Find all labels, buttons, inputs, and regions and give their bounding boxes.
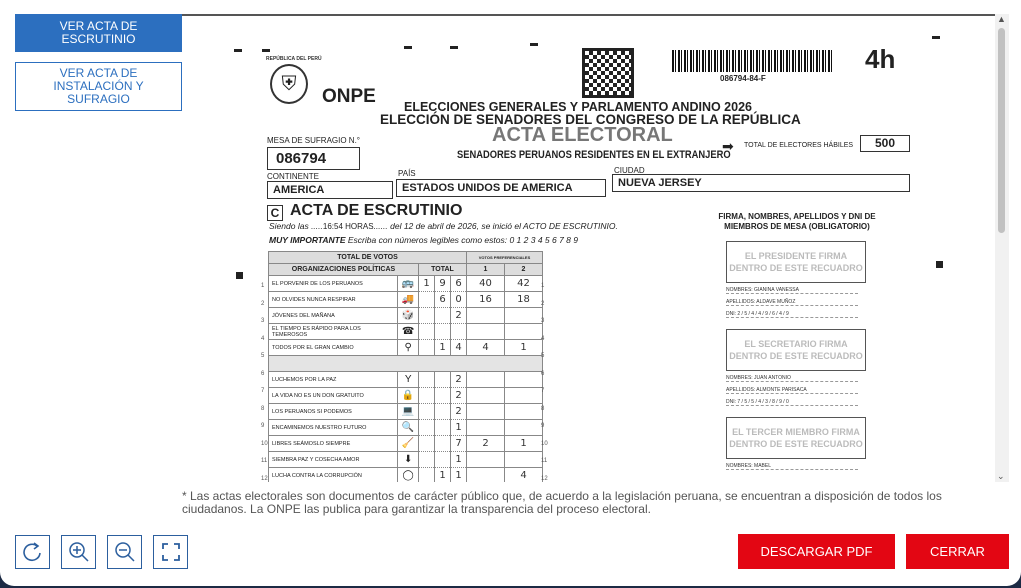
total-digit <box>419 452 435 468</box>
header-org: ORGANIZACIONES POLÍTICAS <box>269 264 419 276</box>
party-symbol-icon: ⬇ <box>398 452 419 468</box>
title-residents: SENADORES PERUANOS RESIDENTES EN EL EXTRANJERO <box>457 149 731 161</box>
total-digit <box>419 372 435 388</box>
document-viewer[interactable] <box>182 14 995 482</box>
table-row <box>269 372 543 388</box>
member-surnames: APELLIDOS: ALMONTE PARISACA <box>726 387 858 394</box>
pref-vote-1: 16 <box>467 292 505 308</box>
member-names: NOMBRES: GIANINA VANESSA <box>726 287 858 294</box>
scroll-down-icon[interactable]: ⌄ <box>997 471 1005 481</box>
row-number: 2 <box>261 300 265 307</box>
party-symbol-icon: 💻 <box>398 404 419 420</box>
rotate-icon <box>23 541 43 563</box>
party-name: LUCHA CONTRA LA CORRUPCIÓN <box>269 468 398 483</box>
pais-label: PAÍS <box>398 169 416 178</box>
row-number: 3 <box>541 318 545 324</box>
row-number: 1 <box>541 283 545 289</box>
zoom-in-icon <box>68 541 90 563</box>
total-digit: 9 <box>435 276 451 292</box>
total-digit <box>419 468 435 483</box>
party-symbol-icon: 🎲 <box>398 308 419 324</box>
row-number: 11 <box>541 458 548 464</box>
total-digit <box>435 452 451 468</box>
total-digit: 1 <box>419 276 435 292</box>
total-digit <box>419 340 435 356</box>
pref-vote-2 <box>505 308 543 324</box>
pref-vote-1 <box>467 308 505 324</box>
total-digit <box>419 436 435 452</box>
pref-vote-2 <box>505 324 543 340</box>
member-surnames: APELLIDOS: ALDAVE MUÑOZ <box>726 299 858 306</box>
row-number: 4 <box>541 335 545 342</box>
total-digit <box>419 404 435 420</box>
party-name: ENCAMINEMOS NUESTRO FUTURO <box>269 420 398 436</box>
total-digit <box>435 324 451 340</box>
total-digit: 6 <box>451 276 467 292</box>
member-dni: DNI: 7 / 5 / 5 / 4 / 3 / 8 / 9 / 0 <box>726 399 858 406</box>
important-text: Escriba con números legibles como estos: 0 1 2 3 4 5 6 7 8 9 <box>347 235 578 245</box>
party-name: NO OLVIDES NUNCA RESPIRAR <box>269 292 398 308</box>
view-installation-button[interactable]: VER ACTA DE INSTALACIÓN Y SUFRAGIO <box>15 62 182 111</box>
pref-vote-1 <box>467 324 505 340</box>
table-row <box>269 308 543 324</box>
party-symbol-icon: 🚚 <box>398 292 419 308</box>
start-date-text: del 12 de abril de 2026, se inició el ACTO DE ESCRUTINIO. <box>390 221 618 231</box>
pais-value: ESTADOS UNIDOS DE AMERICA <box>396 179 606 197</box>
pref-vote-1: 4 <box>467 340 505 356</box>
mesa-value: 086794 <box>267 147 360 170</box>
party-name: EL TIEMPO ES RÁPIDO PARA LOS TEMEROSOS <box>269 324 398 340</box>
row-number: 10 <box>261 440 268 447</box>
row-number: 7 <box>541 388 545 394</box>
table-row <box>269 468 543 483</box>
party-name: LA VIDA NO ES UN DON GRATUITO <box>269 388 398 404</box>
title-elections: ELECCIONES GENERALES Y PARLAMENTO ANDINO 2026 <box>404 100 752 114</box>
total-digit: 1 <box>435 468 451 483</box>
pref-vote-2 <box>505 452 543 468</box>
row-number: 3 <box>261 318 265 324</box>
fullscreen-icon <box>161 542 181 562</box>
row-number: 6 <box>261 370 265 377</box>
total-digit: 1 <box>435 340 451 356</box>
row-number: 2 <box>541 300 545 307</box>
total-digit: 6 <box>435 292 451 308</box>
total-digit <box>435 436 451 452</box>
total-digit <box>419 324 435 340</box>
party-symbol-icon: 🔒 <box>398 388 419 404</box>
party-name: LOS PERUANOS SI PODEMOS <box>269 404 398 420</box>
total-digit <box>419 292 435 308</box>
view-scrutiny-button[interactable]: VER ACTA DE ESCRUTINIO <box>15 14 182 52</box>
start-time: 16:54 HORAS <box>322 222 374 231</box>
party-symbol-icon: ☎ <box>398 324 419 340</box>
total-digit <box>435 388 451 404</box>
ciudad-label: CIUDAD <box>614 166 645 175</box>
total-digit: 2 <box>451 404 467 420</box>
row-number: 8 <box>261 405 265 412</box>
pref-vote-1: 40 <box>467 276 505 292</box>
start-time-line: Siendo las .....16:54 HORAS...... del 12 de abril de 2026, se inició el ACTO DE ESCRUTINIO. <box>269 221 618 231</box>
republic-label: REPÚBLICA DEL PERÚ <box>266 56 322 62</box>
zoom-in-button[interactable] <box>61 535 96 569</box>
row-number: 6 <box>541 370 545 377</box>
important-label: MUY IMPORTANTE <box>269 235 346 245</box>
row-number: 5 <box>541 353 545 359</box>
row-number: 8 <box>541 405 545 412</box>
total-digit: 2 <box>451 308 467 324</box>
arrow-right-icon: ➡ <box>722 138 734 154</box>
row-number: 9 <box>261 423 265 429</box>
party-name: TODOS POR EL GRAN CAMBIO <box>269 340 398 356</box>
header-total-votos: TOTAL DE VOTOS <box>269 252 467 264</box>
pref-vote-2 <box>505 404 543 420</box>
total-digit <box>451 324 467 340</box>
pref-vote-2: 4 <box>505 468 543 483</box>
row-number: 4 <box>261 335 265 342</box>
total-digit <box>419 420 435 436</box>
table-row <box>269 356 543 372</box>
total-digit <box>435 420 451 436</box>
row-number: 10 <box>541 440 548 447</box>
pref-vote-1 <box>467 404 505 420</box>
pref-vote-1 <box>467 452 505 468</box>
pref-vote-2: 42 <box>505 276 543 292</box>
total-digit: 0 <box>451 292 467 308</box>
pref-vote-2 <box>505 388 543 404</box>
party-symbol-icon: ⚲ <box>398 340 419 356</box>
header-p2: 2 <box>505 264 543 276</box>
total-digit: 2 <box>451 388 467 404</box>
party-symbol-icon: Y <box>398 372 419 388</box>
party-name: JÓVENES DEL MAÑANA <box>269 308 398 324</box>
row-number: 1 <box>261 283 265 289</box>
pref-vote-2: 18 <box>505 292 543 308</box>
registration-mark <box>936 261 943 268</box>
total-digit: 1 <box>451 420 467 436</box>
row-number: 7 <box>261 388 265 394</box>
form-code: 4h <box>865 44 896 74</box>
total-digit <box>419 308 435 324</box>
table-row <box>269 420 543 436</box>
pref-vote-2: 1 <box>505 340 543 356</box>
table-row <box>269 404 543 420</box>
member-names: NOMBRES: MABEL <box>726 463 858 470</box>
pref-vote-2 <box>505 372 543 388</box>
party-name: LIBRES SEÁMOSLO SIEMPRE <box>269 436 398 452</box>
siendo-text: Siendo las <box>269 221 309 231</box>
table-row <box>269 388 543 404</box>
continente-value: AMERICA <box>267 181 393 199</box>
pref-vote-1 <box>467 372 505 388</box>
peru-coat-of-arms-icon: ⛨ <box>270 64 308 104</box>
download-pdf-button[interactable]: DESCARGAR PDF <box>738 534 895 569</box>
important-line <box>269 235 578 245</box>
party-name: LUCHEMOS POR LA PAZ <box>269 372 398 388</box>
row-number: 11 <box>261 458 268 464</box>
signature-box: EL TERCER MIEMBRO FIRMA DENTRO DE ESTE RECUADRO <box>726 417 866 459</box>
section-letter: C <box>267 205 283 221</box>
total-digit: 1 <box>451 468 467 483</box>
total-digit: 4 <box>451 340 467 356</box>
signature-box: EL PRESIDENTE FIRMA DENTRO DE ESTE RECUADRO <box>726 241 866 283</box>
row-number: 5 <box>261 353 265 359</box>
scrollbar-thumb[interactable] <box>998 28 1005 233</box>
title-senators: ELECCIÓN DE SENADORES DEL CONGRESO DE LA REPÚBLICA <box>380 112 801 127</box>
title-acta: ACTA ELECTORAL <box>492 124 673 146</box>
registration-mark <box>236 272 243 279</box>
mesa-label: MESA DE SUFRAGIO N.° <box>267 136 360 145</box>
row-number: 12 <box>541 475 548 482</box>
pref-vote-1 <box>467 468 505 483</box>
scroll-up-icon[interactable]: ▲ <box>997 14 1006 24</box>
table-row <box>269 324 543 340</box>
rotate-button[interactable] <box>15 535 50 569</box>
total-digit: 1 <box>451 452 467 468</box>
header-total: TOTAL <box>419 264 467 276</box>
total-digit <box>435 372 451 388</box>
onpe-logo: ONPE <box>322 86 376 107</box>
party-symbol-icon: ◯ <box>398 468 419 483</box>
viewer-scrollbar[interactable] <box>995 14 1009 482</box>
header-pref: VOTOS PREFERENCIALES <box>467 252 543 264</box>
barcode-code: 086794-84-F <box>720 74 766 83</box>
party-name: SIEMBRA PAZ Y COSECHA AMOR <box>269 452 398 468</box>
votes-table <box>268 251 543 482</box>
total-digit <box>435 308 451 324</box>
row-number: 9 <box>541 423 545 429</box>
fullscreen-button[interactable] <box>153 535 188 569</box>
party-symbol-icon: 🧹 <box>398 436 419 452</box>
qr-code <box>582 48 634 98</box>
pref-vote-1 <box>467 388 505 404</box>
row-number: 12 <box>261 475 268 482</box>
pref-vote-2: 1 <box>505 436 543 452</box>
signature-box: EL SECRETARIO FIRMA DENTRO DE ESTE RECUADRO <box>726 329 866 371</box>
member-names: NOMBRES: JUAN ANTONIO <box>726 375 858 382</box>
section-title: ACTA DE ESCRUTINIO <box>290 202 463 219</box>
members-title: FIRMA, NOMBRES, APELLIDOS Y DNI DE MIEMBROS DE MESA (OBLIGATORIO) <box>718 212 876 231</box>
continente-label: CONTINENTE <box>267 172 319 181</box>
pref-vote-2 <box>505 420 543 436</box>
member-dni: DNI: 2 / 5 / 4 / 4 / 9 / 6 / 4 / 9 <box>726 311 858 318</box>
barcode <box>672 50 832 72</box>
total-digit <box>435 404 451 420</box>
table-row <box>269 436 543 452</box>
table-row <box>269 452 543 468</box>
ciudad-value: NUEVA JERSEY <box>612 174 910 192</box>
electores-label: TOTAL DE ELECTORES HÁBILES <box>744 142 854 149</box>
table-row <box>269 292 543 308</box>
disclaimer-note: * Las actas electorales son documentos de carácter público que, de acuerdo a la legislación peruana, se encuentran a disposición de todos los ciudadanos. La ONPE las publica para garantizar la transparencia del proceso electoral. <box>182 489 942 516</box>
zoom-out-icon <box>114 541 136 563</box>
table-row <box>269 276 543 292</box>
header-p1: 1 <box>467 264 505 276</box>
table-row <box>269 340 543 356</box>
pref-vote-1 <box>467 420 505 436</box>
zoom-out-button[interactable] <box>107 535 142 569</box>
close-button[interactable]: CERRAR <box>906 534 1009 569</box>
total-digit <box>419 388 435 404</box>
electores-value: 500 <box>860 135 910 152</box>
party-symbol-icon: 🚌 <box>398 276 419 292</box>
party-name: EL PORVENIR DE LOS PERUANOS <box>269 276 398 292</box>
total-digit: 7 <box>451 436 467 452</box>
total-digit: 2 <box>451 372 467 388</box>
pref-vote-1: 2 <box>467 436 505 452</box>
party-symbol-icon: 🔍 <box>398 420 419 436</box>
acta-document <box>182 16 995 482</box>
